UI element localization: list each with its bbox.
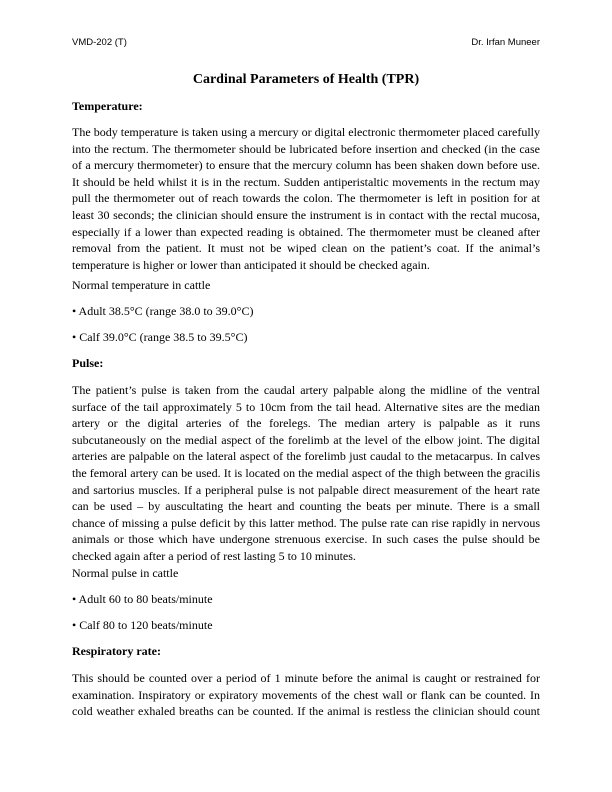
pulse-adult-item: • Adult 60 to 80 beats/minute: [72, 592, 213, 606]
text-line: checked again after a period of rest lasting 5 to 10 minutes.: [72, 548, 356, 563]
text-line: the femoral artery can be used. It is located on the medial aspect of the thigh between the gracilis: [72, 465, 540, 480]
text-line: It should be held whilst it is in the rectum. Sudden antiperistaltic movements in the rectum may: [72, 174, 540, 189]
pulse-calf-item: • Calf 80 to 120 beats/minute: [72, 618, 213, 632]
text-line: chance of missing a pulse deficit by this latter method. The pulse rate can rise rapidly in nervous: [72, 515, 540, 530]
text-line: and sartorius muscles. If a peripheral pulse is not palpable direct measurement of the heart rate: [72, 482, 540, 497]
text-line: especially if a lower than expected reading is obtained. The thermometer must be cleaned after: [72, 224, 540, 239]
page-title: Cardinal Parameters of Health (TPR): [192, 72, 420, 87]
header-course-code: VMD-202 (T): [72, 37, 127, 48]
text-line: removal from the patient. It must not be wiped clean on the patient’s coat. If the animal’s: [72, 241, 540, 256]
text-line: artery or the digital arteries of the forelegs. The median artery is palpable as it runs: [72, 416, 540, 431]
text-line: cold weather exhaled breaths can be counted. If the animal is restless the clinician should count: [72, 704, 540, 719]
text-line: pull the thermometer out of reach towards the colon. The thermometer is left in position for at: [72, 191, 540, 206]
text-line: least 30 seconds; the clinician should ensure the instrument is in contact with the rectal mucosa,: [72, 207, 540, 222]
normal-pulse-label: Normal pulse in cattle: [72, 566, 179, 580]
text-line: surface of the tail approximately 5 to 10cm from the tail head. Alternative sites are the median: [72, 399, 540, 414]
heading-respiratory-rate: Respiratory rate:: [72, 644, 161, 658]
heading-pulse: Pulse:: [72, 356, 104, 370]
text-line: animals or those which have undergone strenuous exercise. In such cases the pulse should be: [72, 532, 540, 547]
heading-temperature: Temperature:: [72, 99, 143, 113]
text-line: This should be counted over a period of 1 minute before the animal is caught or restrained for: [72, 671, 540, 685]
text-line: can be used – by auscultating the heart and counting the beats per minute. There is a small: [72, 499, 540, 514]
temperature-adult-item: • Adult 38.5°C (range 38.0 to 39.0°C): [72, 304, 254, 318]
text-line: into the rectum. The thermometer should be lubricated before insertion and checked (in the case: [72, 141, 540, 156]
text-line: subcutaneously on the medial aspect of the forelimb at the level of the elbow joint. The digital: [72, 432, 540, 447]
text-line: temperature is higher or lower than anticipated it should be checked again.: [72, 257, 430, 272]
text-line: examination. Inspiratory or expiratory movements of the chest wall or flank can be counted. In: [72, 687, 540, 702]
header-author: Dr. Irfan Muneer: [471, 37, 540, 48]
paragraph-temperature: [72, 124, 540, 273]
text-line: of a mercury thermometer) to ensure that the mercury column has been shaken down before use.: [72, 158, 540, 173]
text-line: The patient’s pulse is taken from the caudal artery palpable along the midline of the ventral: [72, 383, 540, 397]
paragraph-respiratory: [72, 670, 540, 720]
normal-temperature-label: Normal temperature in cattle: [72, 278, 211, 292]
temperature-calf-item: • Calf 39.0°C (range 38.5 to 39.5°C): [72, 330, 248, 344]
text-line: arteries are palpable on the lateral aspect of the forelimb just caudal to the metacarpus. In calves: [72, 449, 540, 464]
text-line: The body temperature is taken using a mercury or digital electronic thermometer placed carefully: [72, 125, 540, 139]
paragraph-pulse: [72, 382, 540, 565]
